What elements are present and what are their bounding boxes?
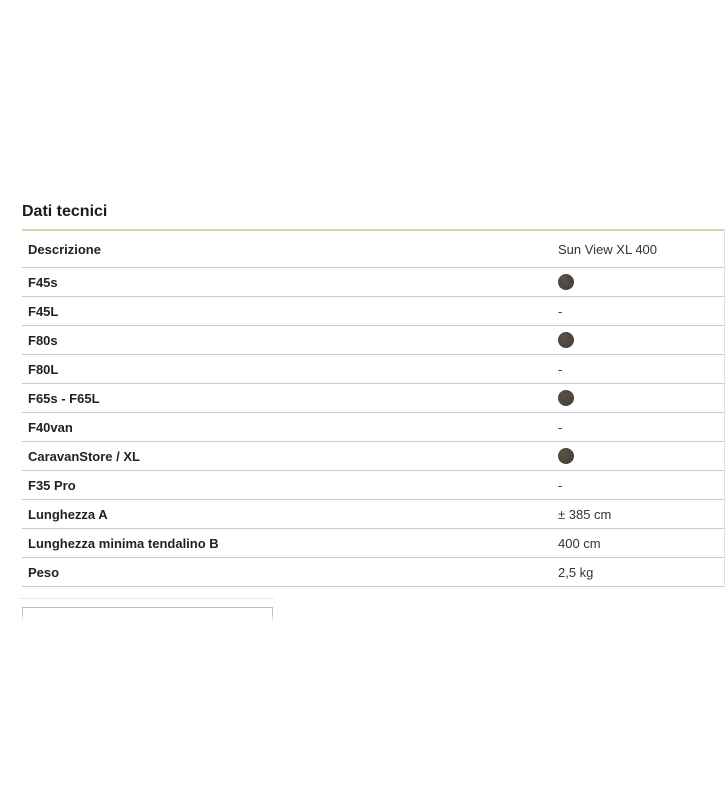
availability-dot-icon <box>558 448 574 464</box>
row-value: - <box>558 419 563 435</box>
table-row <box>22 558 724 587</box>
table-row <box>22 384 724 413</box>
availability-dot-icon <box>558 274 574 290</box>
thumbnail-placeholder[interactable] <box>22 607 273 624</box>
row-value <box>558 274 574 290</box>
row-label: Lunghezza A <box>28 506 108 522</box>
row-value <box>558 332 574 348</box>
table-row <box>22 500 724 529</box>
row-label: F45s <box>28 274 58 290</box>
row-label: F35 Pro <box>28 477 76 493</box>
row-value: - <box>558 303 563 319</box>
technical-data-section <box>22 203 725 587</box>
table-row <box>22 413 724 442</box>
table-row <box>22 529 724 558</box>
table-row <box>22 442 724 471</box>
row-value: - <box>558 477 563 493</box>
table-row <box>22 471 724 500</box>
availability-dot-icon <box>558 390 574 406</box>
row-label: Peso <box>28 564 60 580</box>
row-value: ± 385 cm <box>558 506 612 522</box>
thumbnail-border-left <box>22 607 23 622</box>
table-row <box>22 326 724 355</box>
row-label: F65s - F65L <box>28 390 100 406</box>
row-label: F80L <box>28 361 59 377</box>
table-row <box>22 231 724 268</box>
thumbnail-border-right <box>272 607 273 622</box>
table-row <box>22 268 724 297</box>
row-label: F80s <box>28 332 58 348</box>
row-value <box>558 390 574 406</box>
row-value: Sun View XL 400 <box>558 241 658 257</box>
row-value <box>558 448 574 464</box>
row-label: CaravanStore / XL <box>28 448 140 464</box>
thumbnail-shadow <box>20 598 274 599</box>
row-label: F45L <box>28 303 59 319</box>
table-row <box>22 355 724 384</box>
row-label: Descrizione <box>28 241 101 257</box>
row-value: 400 cm <box>558 535 601 551</box>
row-value: 2,5 kg <box>558 564 594 580</box>
technical-data-table <box>22 229 725 587</box>
row-label: Lunghezza minima tendalino B <box>28 535 219 551</box>
thumbnail-border-top <box>22 607 273 608</box>
row-value: - <box>558 361 563 377</box>
table-row <box>22 297 724 326</box>
row-label: F40van <box>28 419 73 435</box>
section-title: Dati tecnici <box>22 203 108 220</box>
availability-dot-icon <box>558 332 574 348</box>
